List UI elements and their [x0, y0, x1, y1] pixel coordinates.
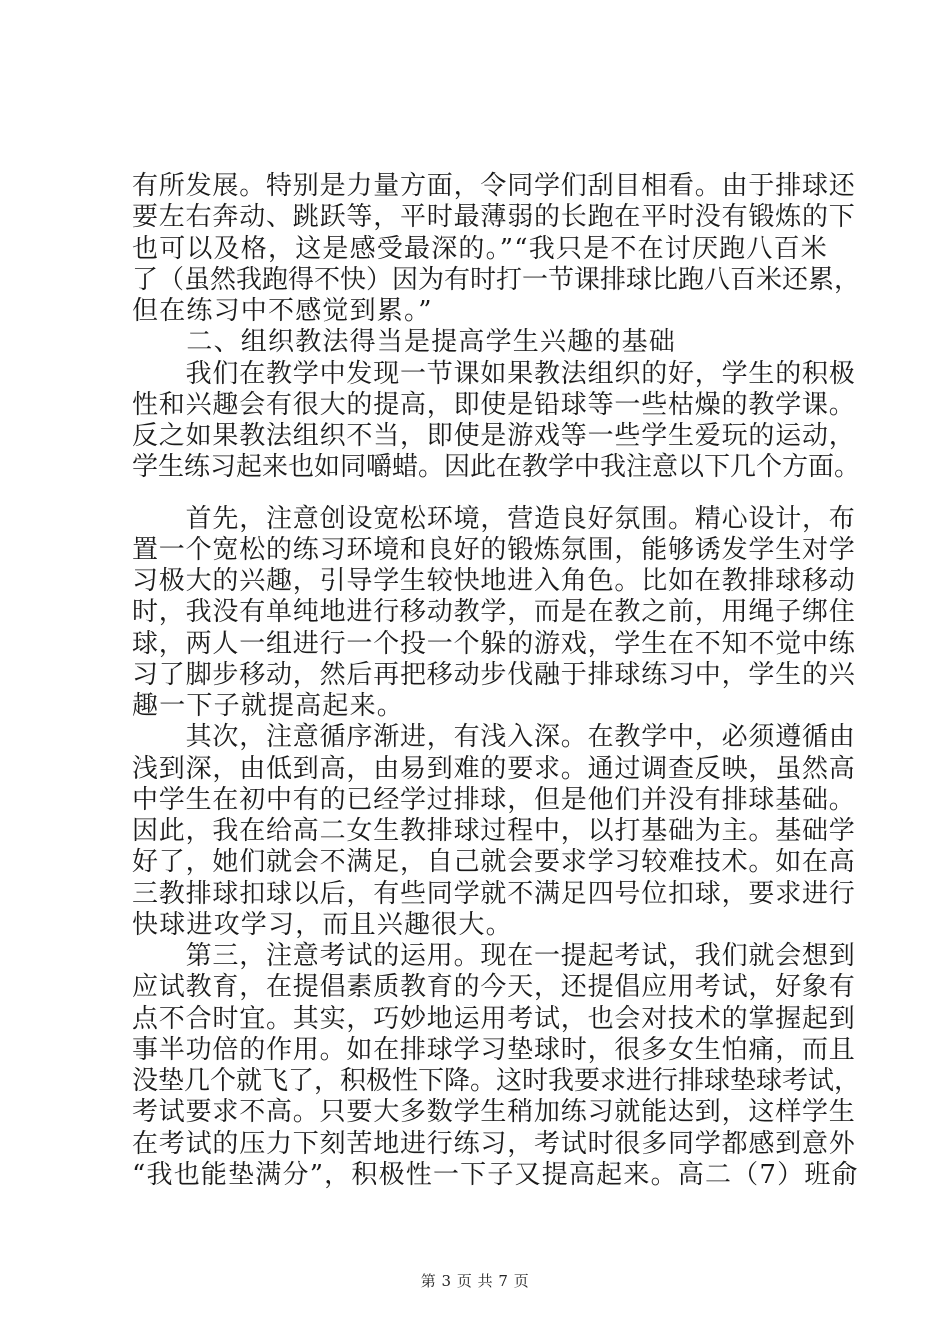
text-line: 习极大的兴趣，引导学生较快地进入角色。比如在教排球移动 [132, 566, 856, 596]
text-line: 中学生在初中有的已经学过排球，但是他们并没有排球基础。 [132, 785, 856, 815]
text-line: 应试教育，在提倡素质教育的今天，还提倡应用考试，好象有 [132, 972, 856, 1002]
text-line: 首先，注意创设宽松环境，营造良好氛围。精心设计，布 [132, 504, 856, 534]
text-line: 习了脚步移动，然后再把移动步伐融于排球练习中，学生的兴 [132, 660, 856, 690]
text-line: 三教排球扣球以后，有些同学就不满足四号位扣球，要求进行 [132, 879, 856, 909]
text-line: 好了，她们就会不满足，自己就会要求学习较难技术。如在高 [132, 847, 856, 877]
text-line: 学生练习起来也如同嚼蜡。因此在教学中我注意以下几个方面。 [132, 452, 861, 482]
text-line: 第三，注意考试的运用。现在一提起考试，我们就会想到 [132, 941, 856, 971]
text-line: 了（虽然我跑得不快）因为有时打一节课排球比跑八百米还累， [132, 265, 861, 295]
text-line: 没垫几个就飞了，积极性下降。这时我要求进行排球垫球考试， [132, 1066, 861, 1096]
text-line: 要左右奔动、跳跃等，平时最薄弱的长跑在平时没有锻炼的下 [132, 202, 856, 232]
text-line: 球，两人一组进行一个投一个躲的游戏，学生在不知不觉中练 [132, 629, 856, 659]
text-line: “我也能垫满分”，积极性一下子又提高起来。高二（7）班俞 [132, 1160, 859, 1190]
text-line: 置一个宽松的练习环境和良好的锻炼氛围，能够诱发学生对学 [132, 535, 856, 565]
text-line: 考试要求不高。只要大多数学生稍加练习就能达到，这样学生 [132, 1097, 856, 1127]
text-line: 性和兴趣会有很大的提高，即使是铅球等一些枯燥的教学课。 [132, 390, 856, 420]
text-line: 但在练习中不感觉到累。” [132, 296, 433, 326]
section-heading: 二、组织教法得当是提高学生兴趣的基础 [132, 327, 677, 357]
text-line: 其次，注意循序渐进，有浅入深。在教学中，必须遵循由 [132, 722, 856, 752]
text-line: 在考试的压力下刻苦地进行练习，考试时很多同学都感到意外 [132, 1129, 856, 1159]
text-line: 快球进攻学习，而且兴趣很大。 [132, 910, 513, 940]
text-line: 有所发展。特别是力量方面，令同学们刮目相看。由于排球还 [132, 171, 856, 201]
text-line: 反之如果教法组织不当，即使是游戏等一些学生爱玩的运动， [132, 421, 856, 451]
text-line: 因此，我在给高二女生教排球过程中，以打基础为主。基础学 [132, 816, 856, 846]
text-line: 事半功倍的作用。如在排球学习垫球时，很多女生怕痛，而且 [132, 1035, 856, 1065]
text-line: 浅到深，由低到高，由易到难的要求。通过调查反映，虽然高 [132, 754, 856, 784]
page-footer: 第 3 页 共 7 页 [420, 1272, 530, 1290]
text-line: 也可以及格，这是感受最深的。”“我只是不在讨厌跑八百米 [132, 234, 828, 264]
text-line: 时，我没有单纯地进行移动教学，而是在教之前，用绳子绑住 [132, 597, 856, 627]
text-line: 我们在教学中发现一节课如果教法组织的好，学生的积极 [132, 359, 856, 389]
text-line: 点不合时宜。其实，巧妙地运用考试，也会对技术的掌握起到 [132, 1004, 856, 1034]
text-line: 趣一下子就提高起来。 [132, 691, 405, 721]
